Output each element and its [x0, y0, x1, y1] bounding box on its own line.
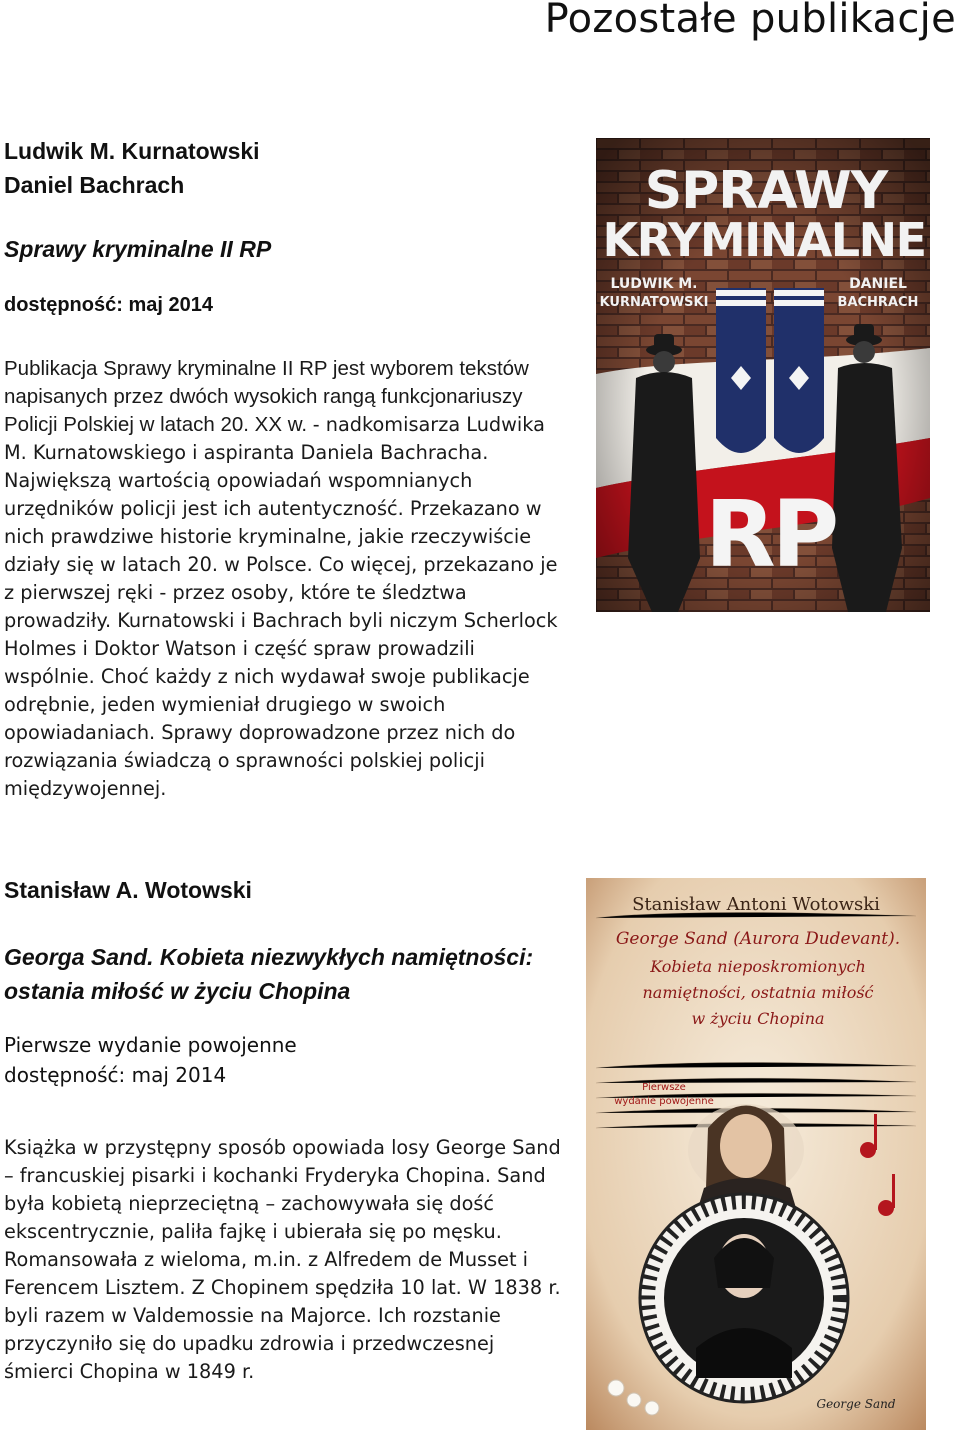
cover2-title-line4: w życiu Chopina: [691, 1009, 825, 1028]
cover1-author2-line2: BACHRACH: [837, 295, 919, 310]
page-title: Pozostałe publikacje: [544, 0, 956, 42]
book1-availability: dostępność: maj 2014: [4, 294, 213, 316]
cover2-signature: George Sand: [816, 1397, 896, 1411]
cover1-author1-line2: KURNATOWSKI: [599, 295, 709, 310]
cover2-title-line1: George Sand (Aurora Dudevant).: [615, 929, 901, 949]
book1-description-part1: Publikacja Sprawy kryminalne II RP jest wyborem tekstów napisanych przez dwóch wysokich rangą funkcjonariuszy Policji Polskiej w latach 20. XX w. -: [4, 357, 529, 436]
cover1-rp: RP: [704, 481, 836, 588]
book1-title: Sprawy kryminalne II RP: [4, 236, 272, 262]
book2-edition-block: [4, 1030, 297, 1090]
book1-authors: [4, 134, 260, 202]
book1-author: Daniel Bachrach: [4, 172, 185, 198]
book2-title: Georga Sand. Kobieta niezwykłych namiętności: ostania miłość w życiu Chopina: [4, 944, 534, 1004]
cover2-title-line2: Kobieta nieposkromionych: [650, 957, 866, 976]
book2-edition: Pierwsze wydanie powojenne: [4, 1033, 297, 1057]
book2-availability: dostępność: maj 2014: [4, 1063, 227, 1087]
cover2-title-line3: namiętności, ostatnia miłość: [642, 983, 874, 1002]
book2-author: Stanisław A. Wotowski: [4, 877, 252, 903]
cover1-author1-line1: LUDWIK M.: [610, 276, 698, 292]
book2-cover: [586, 878, 926, 1430]
chopin-portrait-icon: [688, 1104, 804, 1208]
book1-author: Ludwik M. Kurnatowski: [4, 138, 260, 164]
book2-description: Książka w przystępny sposób opowiada losy George Sand – francuskiej pisarki i kochanki Fryderyka Chopina. Sand była kobietą nieprzeciętną – zachowywała się dość ekscentrycznie, paliła fajkę i ubierała się po męsku. Romansowała z wieloma, m.in. z Alfredem de Musset i Ferencem Lisztem. Z Chopinem spędziła 10 lat. W 1838 r. byli razem w Valdemossie na Majorce. Ich rozstanie przyczyniło się do upadku zdrowia i przedwczesnej śmierci Chopina w 1849 r.: [4, 1136, 561, 1383]
cover1-title-line1: SPRAWY: [644, 161, 888, 221]
cover1-title-line2: KRYMINALNE: [602, 213, 926, 267]
cover2-badge-line2: wydanie powojenne: [614, 1096, 714, 1107]
book2-authors: [4, 873, 252, 907]
george-sand-portrait-icon: [640, 1194, 848, 1402]
book1-description: [4, 355, 564, 803]
book1-cover: [596, 138, 930, 612]
cover2-author: Stanisław Antoni Wotowski: [632, 894, 880, 915]
cover2-badge-line1: Pierwsze: [642, 1082, 686, 1093]
cover1-author2-line1: DANIEL: [849, 276, 907, 292]
book1-description-part2: nadkomisarza Ludwika M. Kurnatowskiego i aspiranta Daniela Bachracha. Największą wartością opowiadań wspomnianych urzędników policji jest ich autentyczność. Przekazano w nich prawdziwe historie kryminalne, jakie rzeczywiście działy się w latach 20. w Polsce. Co więcej, przekazano je z pierwszej ręki - przez osoby, które te śledztwa prowadziły. Kurnatowski i Bachrach byli niczym Scherlock Holmes i Doktor Watson i część spraw prowadzili wspólnie. Choć każdy z nich wydawał swoje publikacje odrębnie, jeden wymieniał drugiego w swoich opowiadaniach. Sprawy doprowadzone przez nich do rozwiązania świadczą o sprawności polskiej policji międzywojennej.: [4, 413, 558, 800]
